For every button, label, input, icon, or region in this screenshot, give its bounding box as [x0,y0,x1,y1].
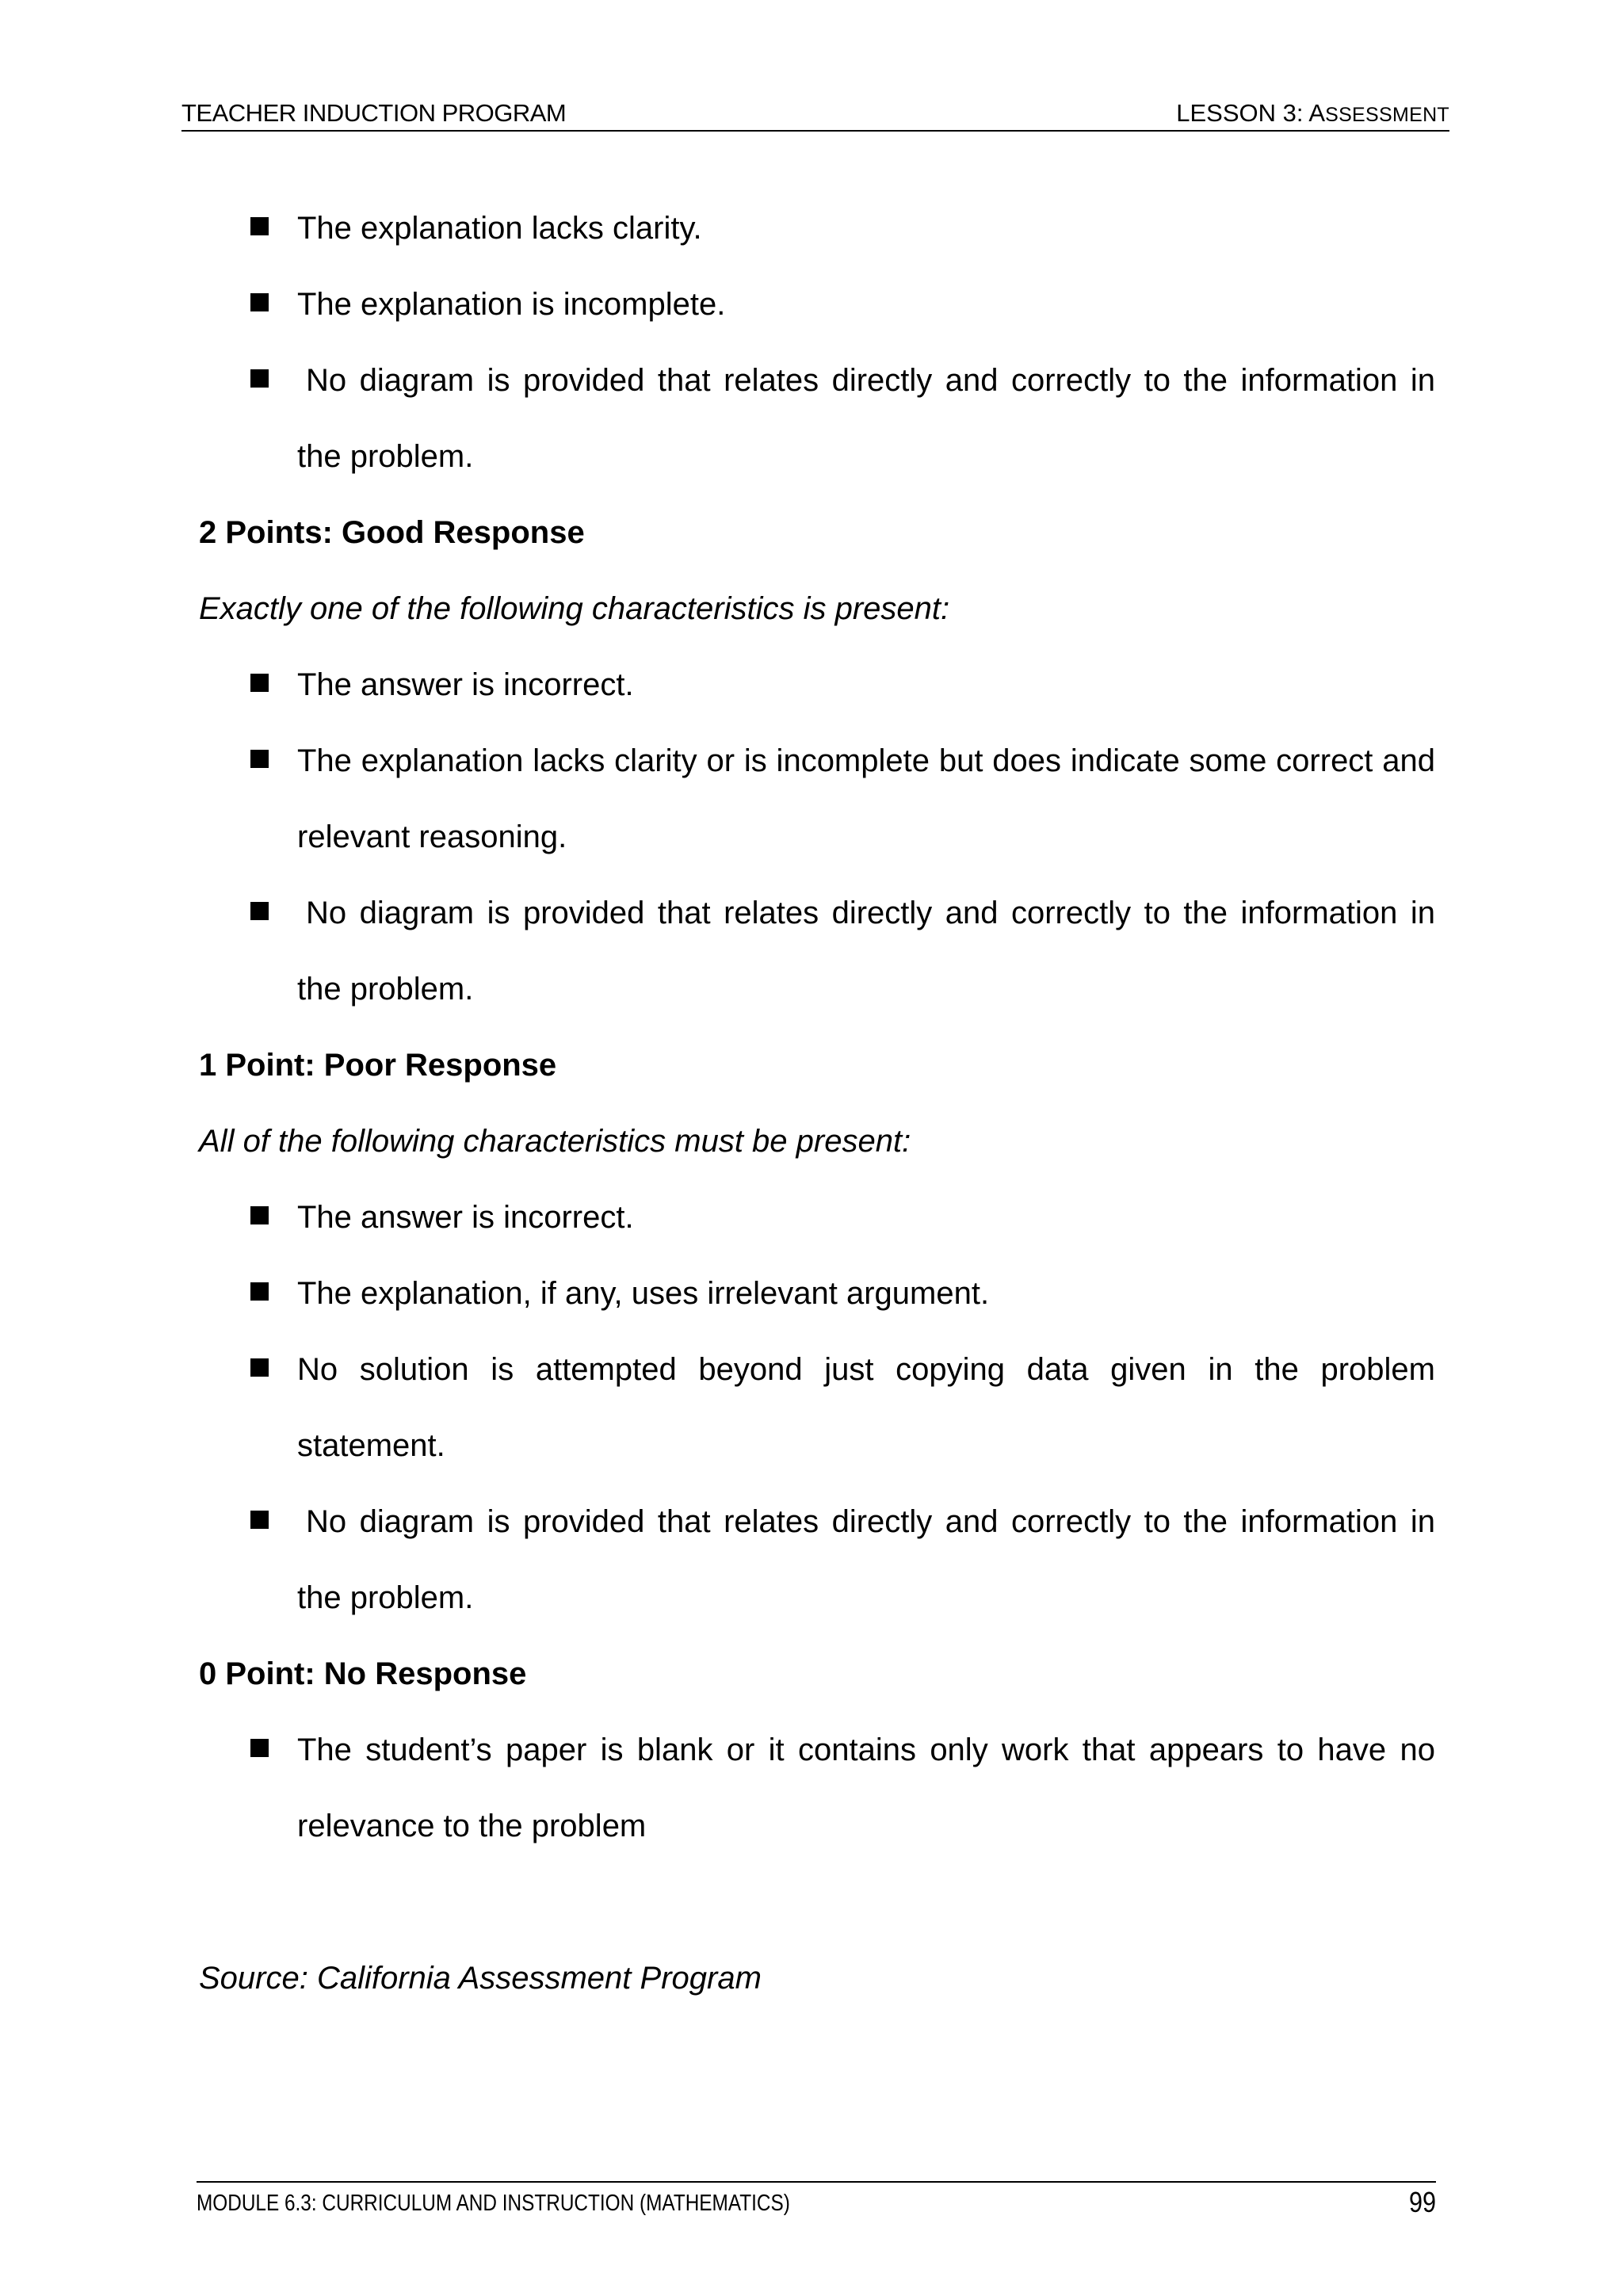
list-item [199,1179,1435,1255]
list-item [199,342,1435,495]
square-bullet-icon [250,217,269,235]
list-item-text: The explanation, if any, uses irrelevant argument. [297,1276,990,1311]
section-heading-good-response: 2 Points: Good Response [199,515,585,550]
list-item [199,875,1435,1027]
list-item-text: No diagram is provided that relates directly and correctly to the information in the problem. [297,1504,1435,1615]
list-item-text: No diagram is provided that relates directly and correctly to the information in the problem. [297,896,1435,1007]
list-item-text: The explanation is incomplete. [297,287,726,322]
list-item [199,1255,1435,1331]
square-bullet-icon [250,674,269,692]
source-citation: Source: California Assessment Program [199,1961,762,1996]
square-bullet-icon [250,1206,269,1224]
header-lesson-initial: A [1308,99,1326,127]
square-bullet-icon [250,293,269,311]
header-lesson-title [1176,99,1449,128]
list-item-text: The student’s paper is blank or it contains only work that appears to have no relevance to the problem [297,1733,1435,1843]
header-lesson-label: LESSON 3: [1176,99,1304,127]
page-header [181,97,1449,132]
section-note-poor-response: All of the following characteristics must be present: [199,1124,911,1159]
list-item-text: No diagram is provided that relates directly and correctly to the information in the problem. [297,363,1435,474]
square-bullet-icon [250,750,269,768]
list-item [199,1484,1435,1636]
square-bullet-icon [250,902,269,920]
list-item-text: The explanation lacks clarity or is incomplete but does indicate some correct and relevant reasoning. [297,743,1435,854]
list-item-text: No solution is attempted beyond just copying data given in the problem statement. [297,1352,1435,1463]
list-item-text: The answer is incorrect. [297,667,634,702]
page-footer [197,2181,1436,2218]
page-content [199,190,1435,2016]
section-heading-poor-response: 1 Point: Poor Response [199,1048,557,1083]
list-item-text: The explanation lacks clarity. [297,211,702,246]
square-bullet-icon [250,1282,269,1301]
list-item-text: The answer is incorrect. [297,1200,634,1235]
list-item [199,1331,1435,1484]
page-number: 99 [1408,2186,1436,2218]
header-program-title: TEACHER INDUCTION PROGRAM [181,99,567,127]
footer-module-title: MODULE 6.3: CURRICULUM AND INSTRUCTION (MATHEMATICS) [197,2191,790,2216]
list-item [199,190,1435,266]
list-item [199,647,1435,723]
list-item [199,1712,1435,1864]
square-bullet-icon [250,1511,269,1529]
square-bullet-icon [250,1739,269,1757]
list-item [199,266,1435,342]
section-note-good-response: Exactly one of the following characteristics is present: [199,591,950,626]
list-item [199,723,1435,875]
section-heading-no-response: 0 Point: No Response [199,1656,527,1691]
header-lesson-name: SSESSMENT [1325,104,1449,126]
square-bullet-icon [250,1358,269,1377]
square-bullet-icon [250,369,269,388]
